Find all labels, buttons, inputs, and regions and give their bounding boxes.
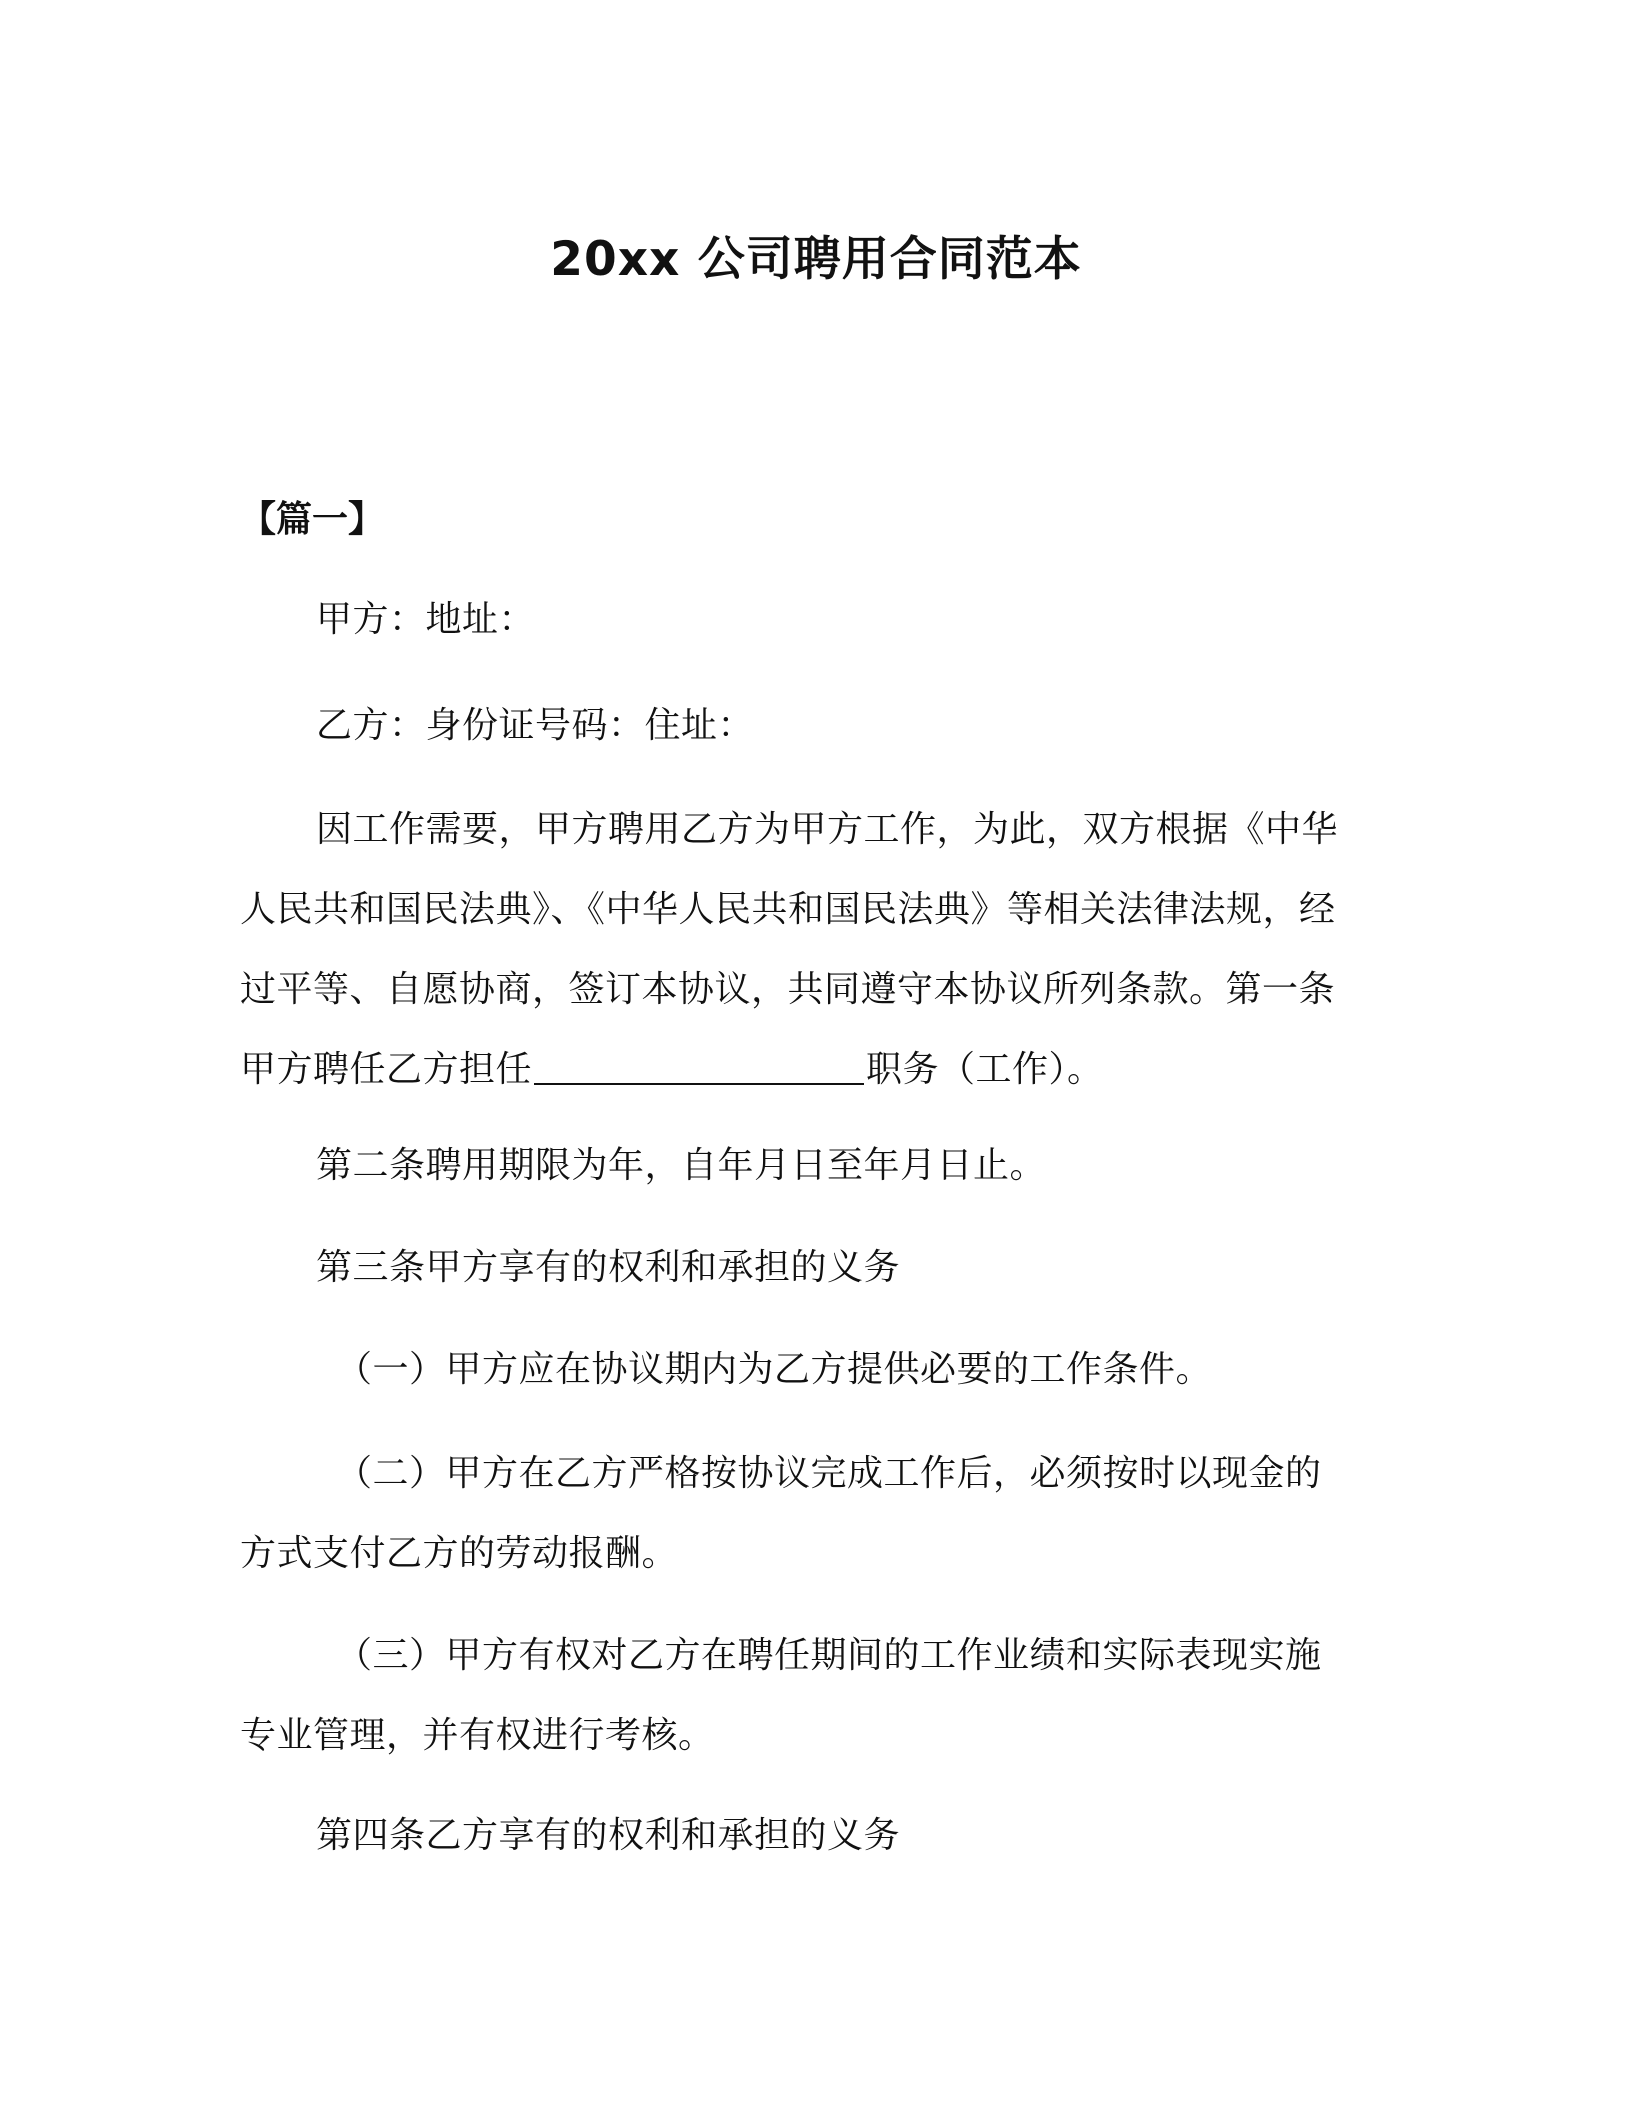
article-3-item-3: （三）甲方有权对乙方在聘任期间的工作业绩和实际表现实施专业管理，并有权进行考核。 [240, 1635, 1322, 1756]
preamble-text: 因工作需要，甲方聘用乙方为甲方工作，为此，双方根据《中华人民共和国民法典》、《中华人民共和国民法典》等相关法律法规，经过平等、自愿协商，签订本协议，共同遵守本协议所列条款。第一条甲方聘任乙方担任 [240, 809, 1339, 1090]
article-4-heading: 第四条乙方享有的权利和承担的义务 [316, 1815, 901, 1856]
article-3-heading: 第三条甲方享有的权利和承担的义务 [316, 1247, 901, 1288]
article-3-item-2: （二）甲方在乙方严格按协议完成工作后，必须按时以现金的方式支付乙方的劳动报酬。 [240, 1453, 1322, 1574]
party-a-line: 甲方：地址： [316, 599, 536, 640]
section-label: 【篇一】 [240, 499, 385, 540]
article-3-item-1: （一）甲方应在协议期内为乙方提供必要的工作条件。 [336, 1349, 1213, 1390]
preamble-paragraph [240, 790, 1355, 1110]
preamble-text-end: 职务（工作）。 [866, 1049, 1104, 1090]
article-2: 第二条聘用期限为年，自年月日至年月日止。 [316, 1145, 1047, 1186]
party-b-line: 乙方：身份证号码：住址： [316, 705, 755, 746]
document-title: 20xx 公司聘用合同范本 [550, 232, 1082, 287]
position-blank-underline [534, 1043, 864, 1085]
